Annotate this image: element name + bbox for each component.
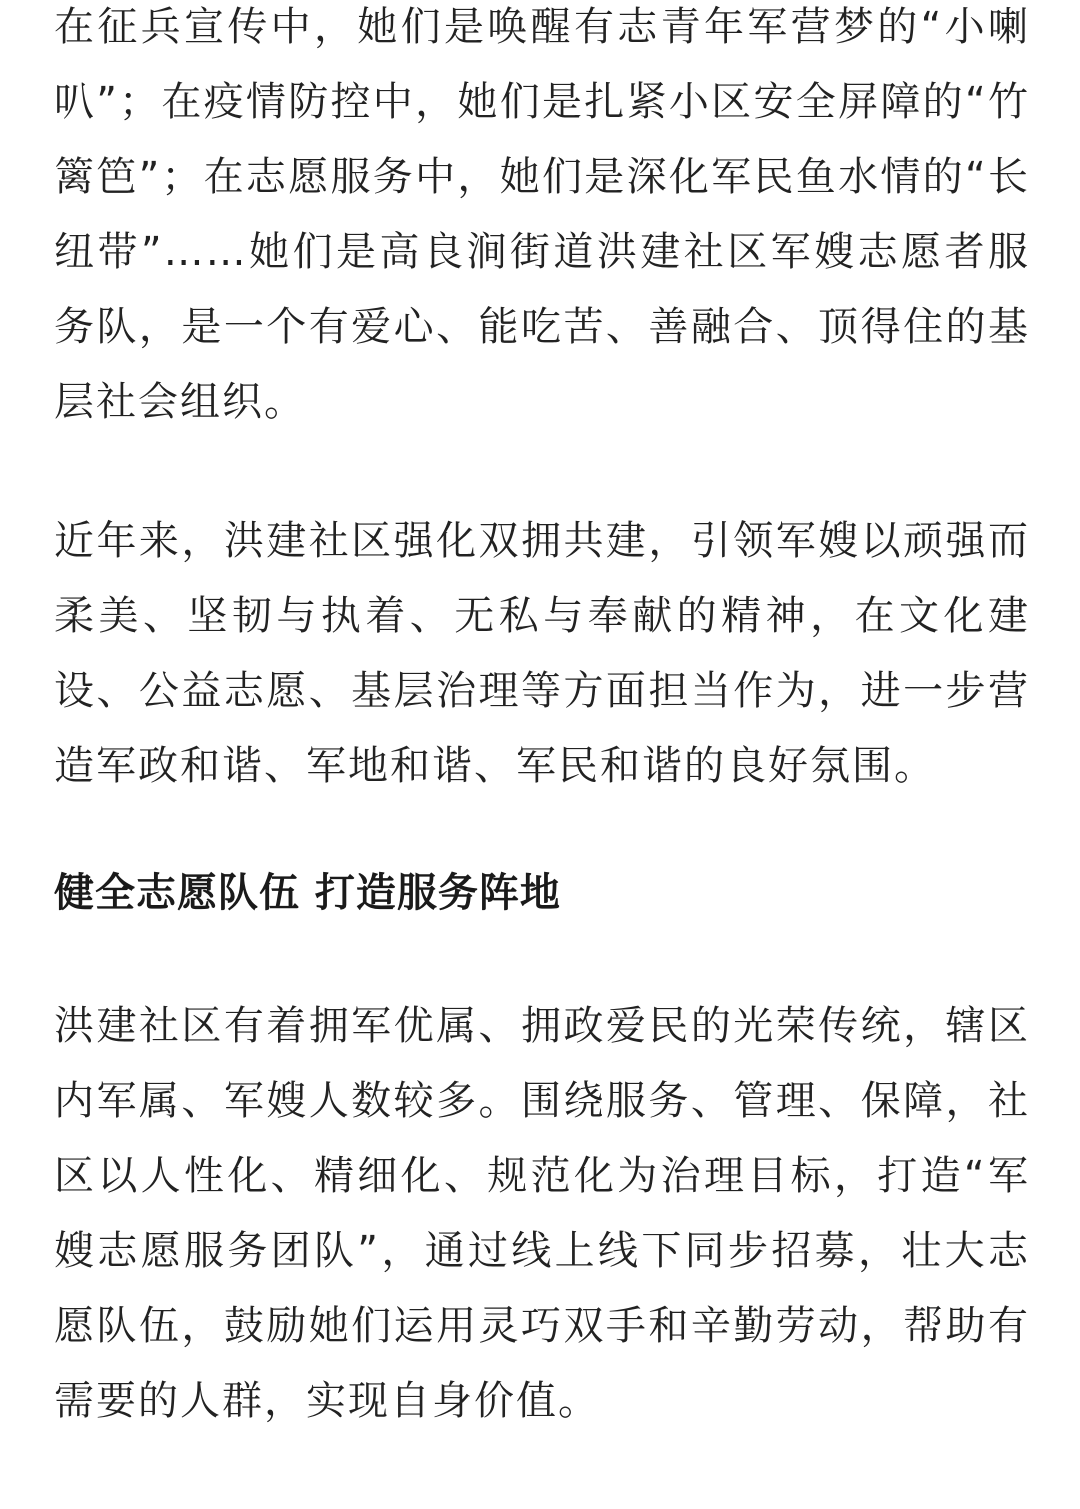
section-heading: 健全志愿队伍 打造服务阵地	[54, 870, 561, 916]
paragraph-spacer	[54, 440, 1030, 504]
overview-paragraph: 近年来，洪建社区强化双拥共建，引领军嫂以顽强而柔美、坚韧与执着、无私与奉献的精神，在文化建设、公益志愿、基层治理等方面担当作为，进一步营造军政和谐、军地和谐、军民和谐的良好氛围。	[54, 518, 1030, 789]
article-body	[54, 0, 1030, 1439]
paragraph-spacer	[54, 931, 1030, 989]
intro-paragraph: 在征兵宣传中，她们是唤醒有志青年军营梦的“小喇叭”；在疫情防控中，她们是扎紧小区安全屏障的“竹篱笆”；在志愿服务中，她们是深化军民鱼水情的“长纽带”……她们是高良涧街道洪建社区军嫂志愿者服务队，是一个有爱心、能吃苦、善融合、顶得住的基层社会组织。	[54, 4, 1030, 425]
section-paragraph: 洪建社区有着拥军优属、拥政爱民的光荣传统，辖区内军属、军嫂人数较多。围绕服务、管理、保障，社区以人性化、精细化、规范化为治理目标，打造“军嫂志愿服务团队”，通过线上线下同步招募，壮大志愿队伍，鼓励她们运用灵巧双手和辛勤劳动，帮助有需要的人群，实现自身价值。	[54, 1003, 1030, 1424]
paragraph-spacer	[54, 804, 1030, 856]
